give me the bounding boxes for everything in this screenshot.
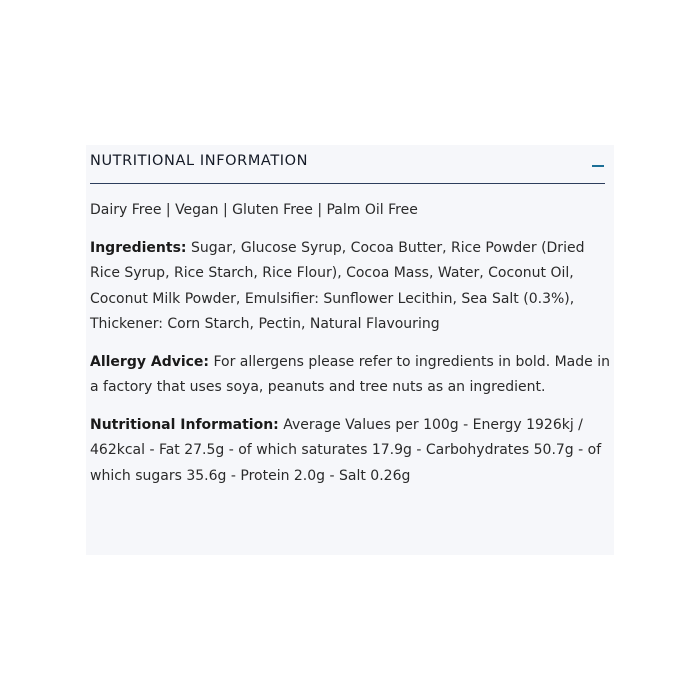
allergy-text: For allergens please refer to ingredients in bold. Made in a factory that uses soya, peanuts and tree nuts as an ingredient. [90, 353, 610, 395]
nutrition-text: Average Values per 100g - Energy 1926kj / 462kcal - Fat 27.5g - of which saturates 17.9g - Carbohydrates 50.7g - of which sugars 35.6g - Protein 2.0g - Salt 0.26g [90, 416, 602, 484]
accordion-content [90, 198, 612, 501]
nutrition-paragraph [90, 413, 612, 490]
minus-icon-bar [592, 165, 604, 167]
ingredients-paragraph [90, 236, 612, 338]
diet-tags: Dairy Free | Vegan | Gluten Free | Palm Oil Free [90, 202, 418, 218]
ingredients-text: Sugar, Glucose Syrup, Cocoa Butter, Rice Powder (Dried Rice Syrup, Rice Starch, Rice Flour), Cocoa Mass, Water, Coconut Oil, Coconut Milk Powder, Emulsifier: Sunflower Lecithin, Sea Salt (0.3%), Thickener: Corn Starch, Pectin, Natural Flavouring [90, 239, 585, 332]
nutrition-label: Nutritional Information: [90, 416, 279, 433]
minus-icon[interactable] [591, 155, 605, 169]
section-title: NUTRITIONAL INFORMATION [90, 153, 309, 169]
allergy-paragraph [90, 350, 612, 401]
accordion-header[interactable] [90, 145, 605, 184]
allergy-label: Allergy Advice: [90, 353, 210, 370]
ingredients-label: Ingredients: [90, 239, 187, 256]
nutrition-accordion-panel [86, 145, 614, 555]
